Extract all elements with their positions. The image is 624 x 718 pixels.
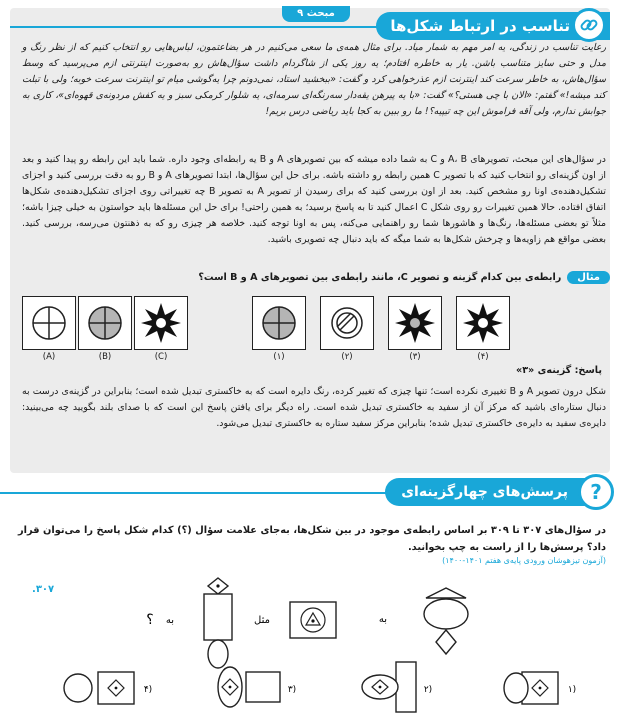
q307-option-3-label: (۳: [287, 685, 297, 695]
q307-word-to-2: به: [165, 615, 175, 626]
intro-paragraph: رعایت تناسب در زندگی، یه امر مهم به شمار میاد. برای مثال همه‌ی ما سعی می‌کنیم در هر بضاعتمون، لباس‌هایی رو انتخاب کنیم که از نظر رنگ و مدل و حتی سایز متناسب باشن. یار به خاطره افتادم؛ یه روز یکی از شاگردام داشت سؤال‌هاش رو به‌صورت اینترنتی ازم می‌پرسید که وسط سؤال‌هاش، به خاطر سرعت کند اینترنت ازم عذرخواهی کرد و گفت: «ببخشید استاد، نمی‌دونم چرا یه‌گوشی میام تو اینترنت سرعت خوبه؛ ولی با تبلت کند میشه!» گفتم: «الان با چی هستی؟» گفت: «با یه پیرهن یقه‌دار سه‌رنگه‌ای سرمه‌ای، یه شلوار کرمکی سبز و یه کفش مردونه‌ی قهوه‌ای»، کاری به جوابش ندارم، ولی آقه فراموش این چه تیپیه؟! ما رو ببین به کجا باید ریاضی درس بریم!: [22, 42, 606, 117]
explanation-paragraph: در سؤال‌های این مبحث، تصویرهای A، B و C به شما داده میشه که بین تصویرهای A و B یه رابطه‌ای وجود داره. شما باید این رابطه رو پیدا کنید و بعد از اون گزینه‌ای رو انتخاب کنید که با تصویر C همین رابطه رو داشته باشه. برای حل این سؤال‌ها، ابتدا تصویرهای A و B رو به دقت بررسی کنید و اجزای تشکیل‌دهنده‌ی اونا رو مشخص کنید. بعد از اون بررسی کنید که برای رسیدن از تصویر A به تصویر B چه تغییراتی روی اجزای تشکیل‌دهنده‌ی شکل‌ها اتفاق افتاده. حالا همین تغییرات رو روی شکل C اعمال کنید تا به پاسخ برسید؛ به همین راحتی! برای حل این مسئله‌ها باید حواستون به خیلی چیزا باشه؛ مثلاً تو بعضی مسئله‌ها، رنگ‌ها و هاشورها شما رو راهنمایی می‌کنه، پس به اونا توجه کنید. خلاصه هر چیزی رو که به ذهنتون می‌رسه، بررسی کنید. بعضی مواقع هم زاویه‌ها و چرخش شکل‌ها به شما میگه که باید دنبال چه تصویری باشید.: [21, 154, 606, 245]
section-header: [0, 470, 624, 510]
option-4-label: (۴): [477, 352, 489, 362]
option-1-figure: [252, 296, 306, 350]
question-source: (آزمون تیزهوشان ورودی پایه‌ی هفتم ۱۴۰۱-۱۴۰۰): [442, 556, 606, 565]
lesson-header: [10, 8, 610, 44]
answer-line: پاسخ: گزینه‌ی «۳»: [515, 365, 602, 376]
q307-option-4[interactable]: [64, 672, 134, 704]
q307-option-4-label: (۴: [143, 685, 153, 695]
q307-option-3[interactable]: [218, 667, 280, 707]
q307-option-1-label: (۱: [567, 685, 577, 695]
q307-option-1[interactable]: [504, 672, 558, 704]
label-c: (C): [154, 352, 168, 362]
example-question: رابطه‌ی بین کدام گزینه و تصویر C، مانند رابطه‌ی بین تصویرهای A و B است؟: [198, 271, 562, 283]
q307-figure-c: [204, 578, 232, 668]
question-number: ۳۰۷.: [32, 584, 55, 595]
q307-word-to-1: به: [378, 614, 388, 625]
q307-figure-start: [424, 588, 468, 654]
section-title: پرسش‌های چهارگزینه‌ای: [385, 478, 606, 506]
figure-a: [22, 296, 76, 350]
option-3-figure: [388, 296, 442, 350]
label-b: (B): [98, 352, 112, 362]
q307-option-2-label: (۲: [423, 685, 433, 695]
example-row: [20, 266, 610, 288]
q307-word-like: مثل: [254, 615, 270, 626]
q307-question-mark: ؟: [146, 612, 154, 628]
q307-option-2[interactable]: [362, 662, 416, 712]
lesson-title: تناسب در ارتباط شکل‌ها: [376, 12, 610, 40]
option-1-label: (۱): [273, 352, 285, 362]
question-mark-icon: ?: [578, 474, 614, 510]
option-2-figure: [320, 296, 374, 350]
topic-tag: مبحث ۹: [282, 6, 350, 22]
q307-figure-area: [0, 570, 624, 718]
figure-b: [78, 296, 132, 350]
link-icon: [572, 8, 606, 42]
question-intro: در سؤال‌های ۳۰۷ تا ۳۰۹ بر اساس رابطه‌ی موجود در بین شکل‌ها، به‌جای علامت سؤال (؟) کدام شکل پاسخ را می‌توان قرار داد؟ پرسش‌ها را از راست به چپ بخوانید.: [18, 525, 606, 553]
q307-figure-b: [290, 602, 336, 638]
option-2-label: (۲): [341, 352, 353, 362]
option-3-label: (۳): [409, 352, 421, 362]
option-4-figure: [456, 296, 510, 350]
label-a: (A): [42, 352, 56, 362]
figure-c: [134, 296, 188, 350]
answer-explanation: شکل درون تصویر A و B تغییری نکرده است؛ تنها چیزی که تغییر کرده، رنگ دایره است که به خاکستری تبدیل شده است؛ بنابراین در گزینه‌ی درست به دنبال ستاره‌ای باشید که مرکز آن از سفید به خاکستری تبدیل شده است. راه دیگر برای یافتن پاسخ این است که با صدای بلند بگویید چه می‌بینید: دایره‌ی سفید به دایره‌ی خاکستری تبدیل شده؛ بنابراین مرکز سفید ستاره به خاکستری تبدیل می‌شود.: [22, 386, 606, 429]
example-pill: مثال: [567, 271, 610, 284]
